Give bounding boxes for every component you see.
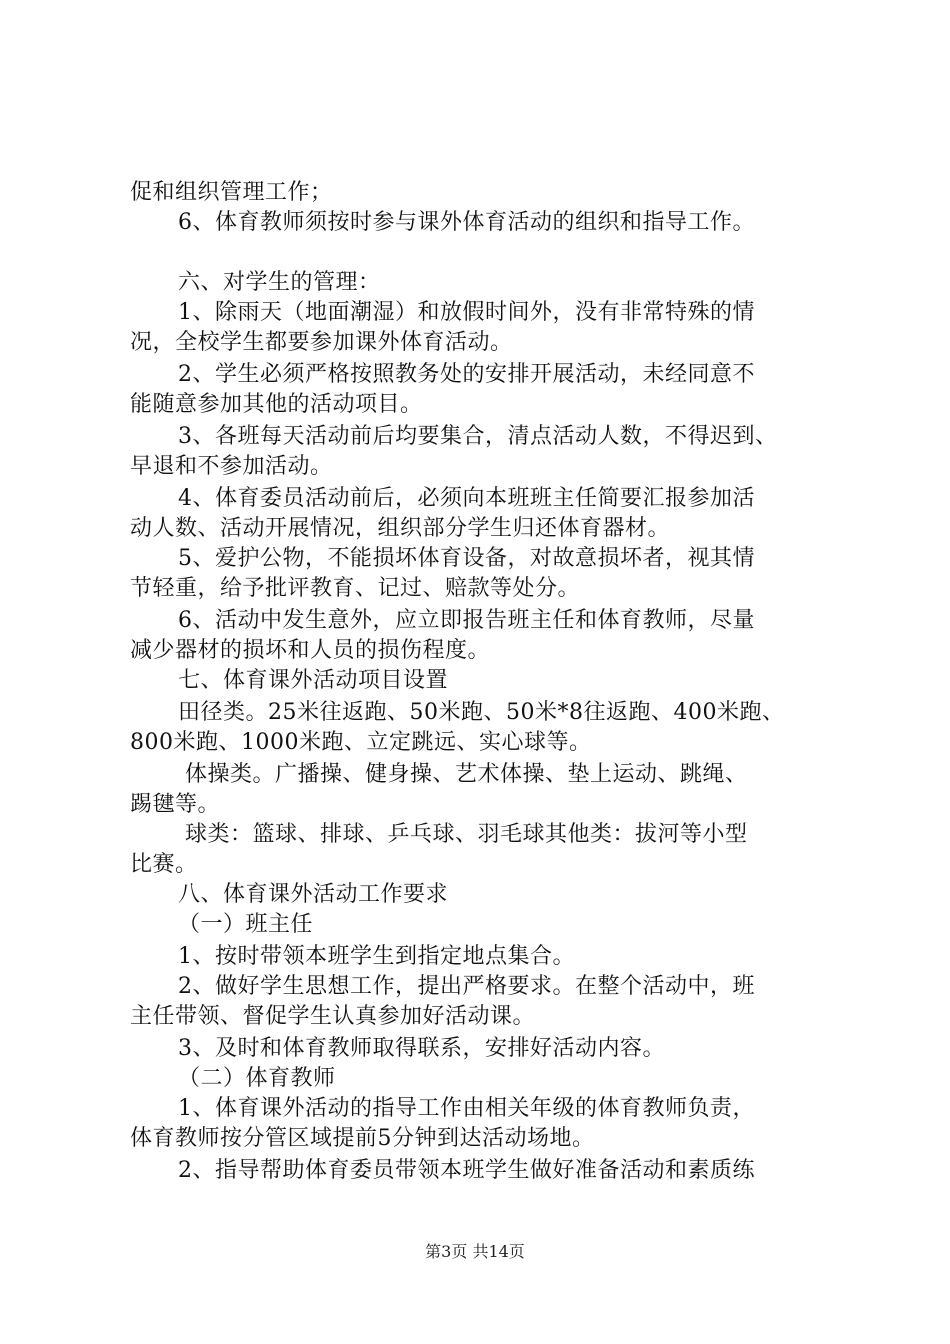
text-line: 1、按时带领本班学生到指定地点集合。 (178, 944, 575, 969)
text-line: 能随意参加其他的活动项目。 (130, 392, 423, 417)
text-line: 2、学生必须严格按照教务处的安排开展活动，未经同意不 (178, 362, 755, 387)
text-line: 节轻重，给予批评教育、记过、赔款等处分。 (130, 576, 581, 601)
text-line: 促和组织管理工作； (130, 180, 333, 205)
page-footer: 第3页 共14页 (425, 1242, 525, 1261)
section-heading: 七、体育课外活动项目设置 (178, 668, 449, 693)
text-line: 早退和不参加活动。 (130, 454, 333, 479)
text-line: 动人数、活动开展情况，组织部分学生归还体育器材。 (130, 516, 671, 541)
section-heading: 八、体育课外活动工作要求 (178, 882, 449, 907)
text-line: 比赛。 (130, 852, 198, 877)
text-line: 2、指导帮助体育委员带领本班学生做好准备活动和素质练 (178, 1158, 755, 1183)
text-line: 800米跑、1000米跑、立定跳远、实心球等。 (130, 730, 592, 755)
text-line: 6、体育教师须按时参与课外体育活动的组织和指导工作。 (178, 210, 755, 235)
text-line: 1、除雨天（地面潮湿）和放假时间外，没有非常特殊的情 (178, 300, 755, 325)
section-heading: 六、对学生的管理： (178, 270, 381, 295)
text-line: 体育教师按分管区域提前5分钟到达活动场地。 (130, 1126, 595, 1151)
text-line: 2、做好学生思想工作，提出严格要求。在整个活动中，班 (178, 974, 755, 999)
text-line: 6、活动中发生意外，应立即报告班主任和体育教师，尽量 (178, 608, 755, 633)
text-line: 踢毽等。 (130, 792, 221, 817)
text-line: 球类：篮球、排球、乒乓球、羽毛球其他类：拔河等小型 (185, 822, 748, 847)
text-line: 3、各班每天活动前后均要集合，清点活动人数，不得迟到、 (178, 424, 778, 449)
text-line: 况，全校学生都要参加课外体育活动。 (130, 330, 513, 355)
text-line: 4、体育委员活动前后，必须向本班班主任简要汇报参加活 (178, 486, 755, 511)
text-line: 5、爱护公物，不能损坏体育设备，对故意损坏者，视其情 (178, 546, 755, 571)
sub-heading: （一）班主任 (178, 912, 314, 937)
text-line: 主任带领、督促学生认真参加好活动课。 (130, 1004, 536, 1029)
text-line: 减少器材的损坏和人员的损伤程度。 (130, 638, 491, 663)
text-line: 田径类。25米往返跑、50米跑、50米*8往返跑、400米跑、 (178, 700, 785, 725)
text-line: 1、体育课外活动的指导工作由相关年级的体育教师负责， (178, 1096, 755, 1121)
text-line: 体操类。广播操、健身操、艺术体操、垫上运动、跳绳、 (185, 762, 748, 787)
sub-heading: （二）体育教师 (178, 1066, 336, 1091)
text-line: 3、及时和体育教师取得联系，安排好活动内容。 (178, 1036, 665, 1061)
